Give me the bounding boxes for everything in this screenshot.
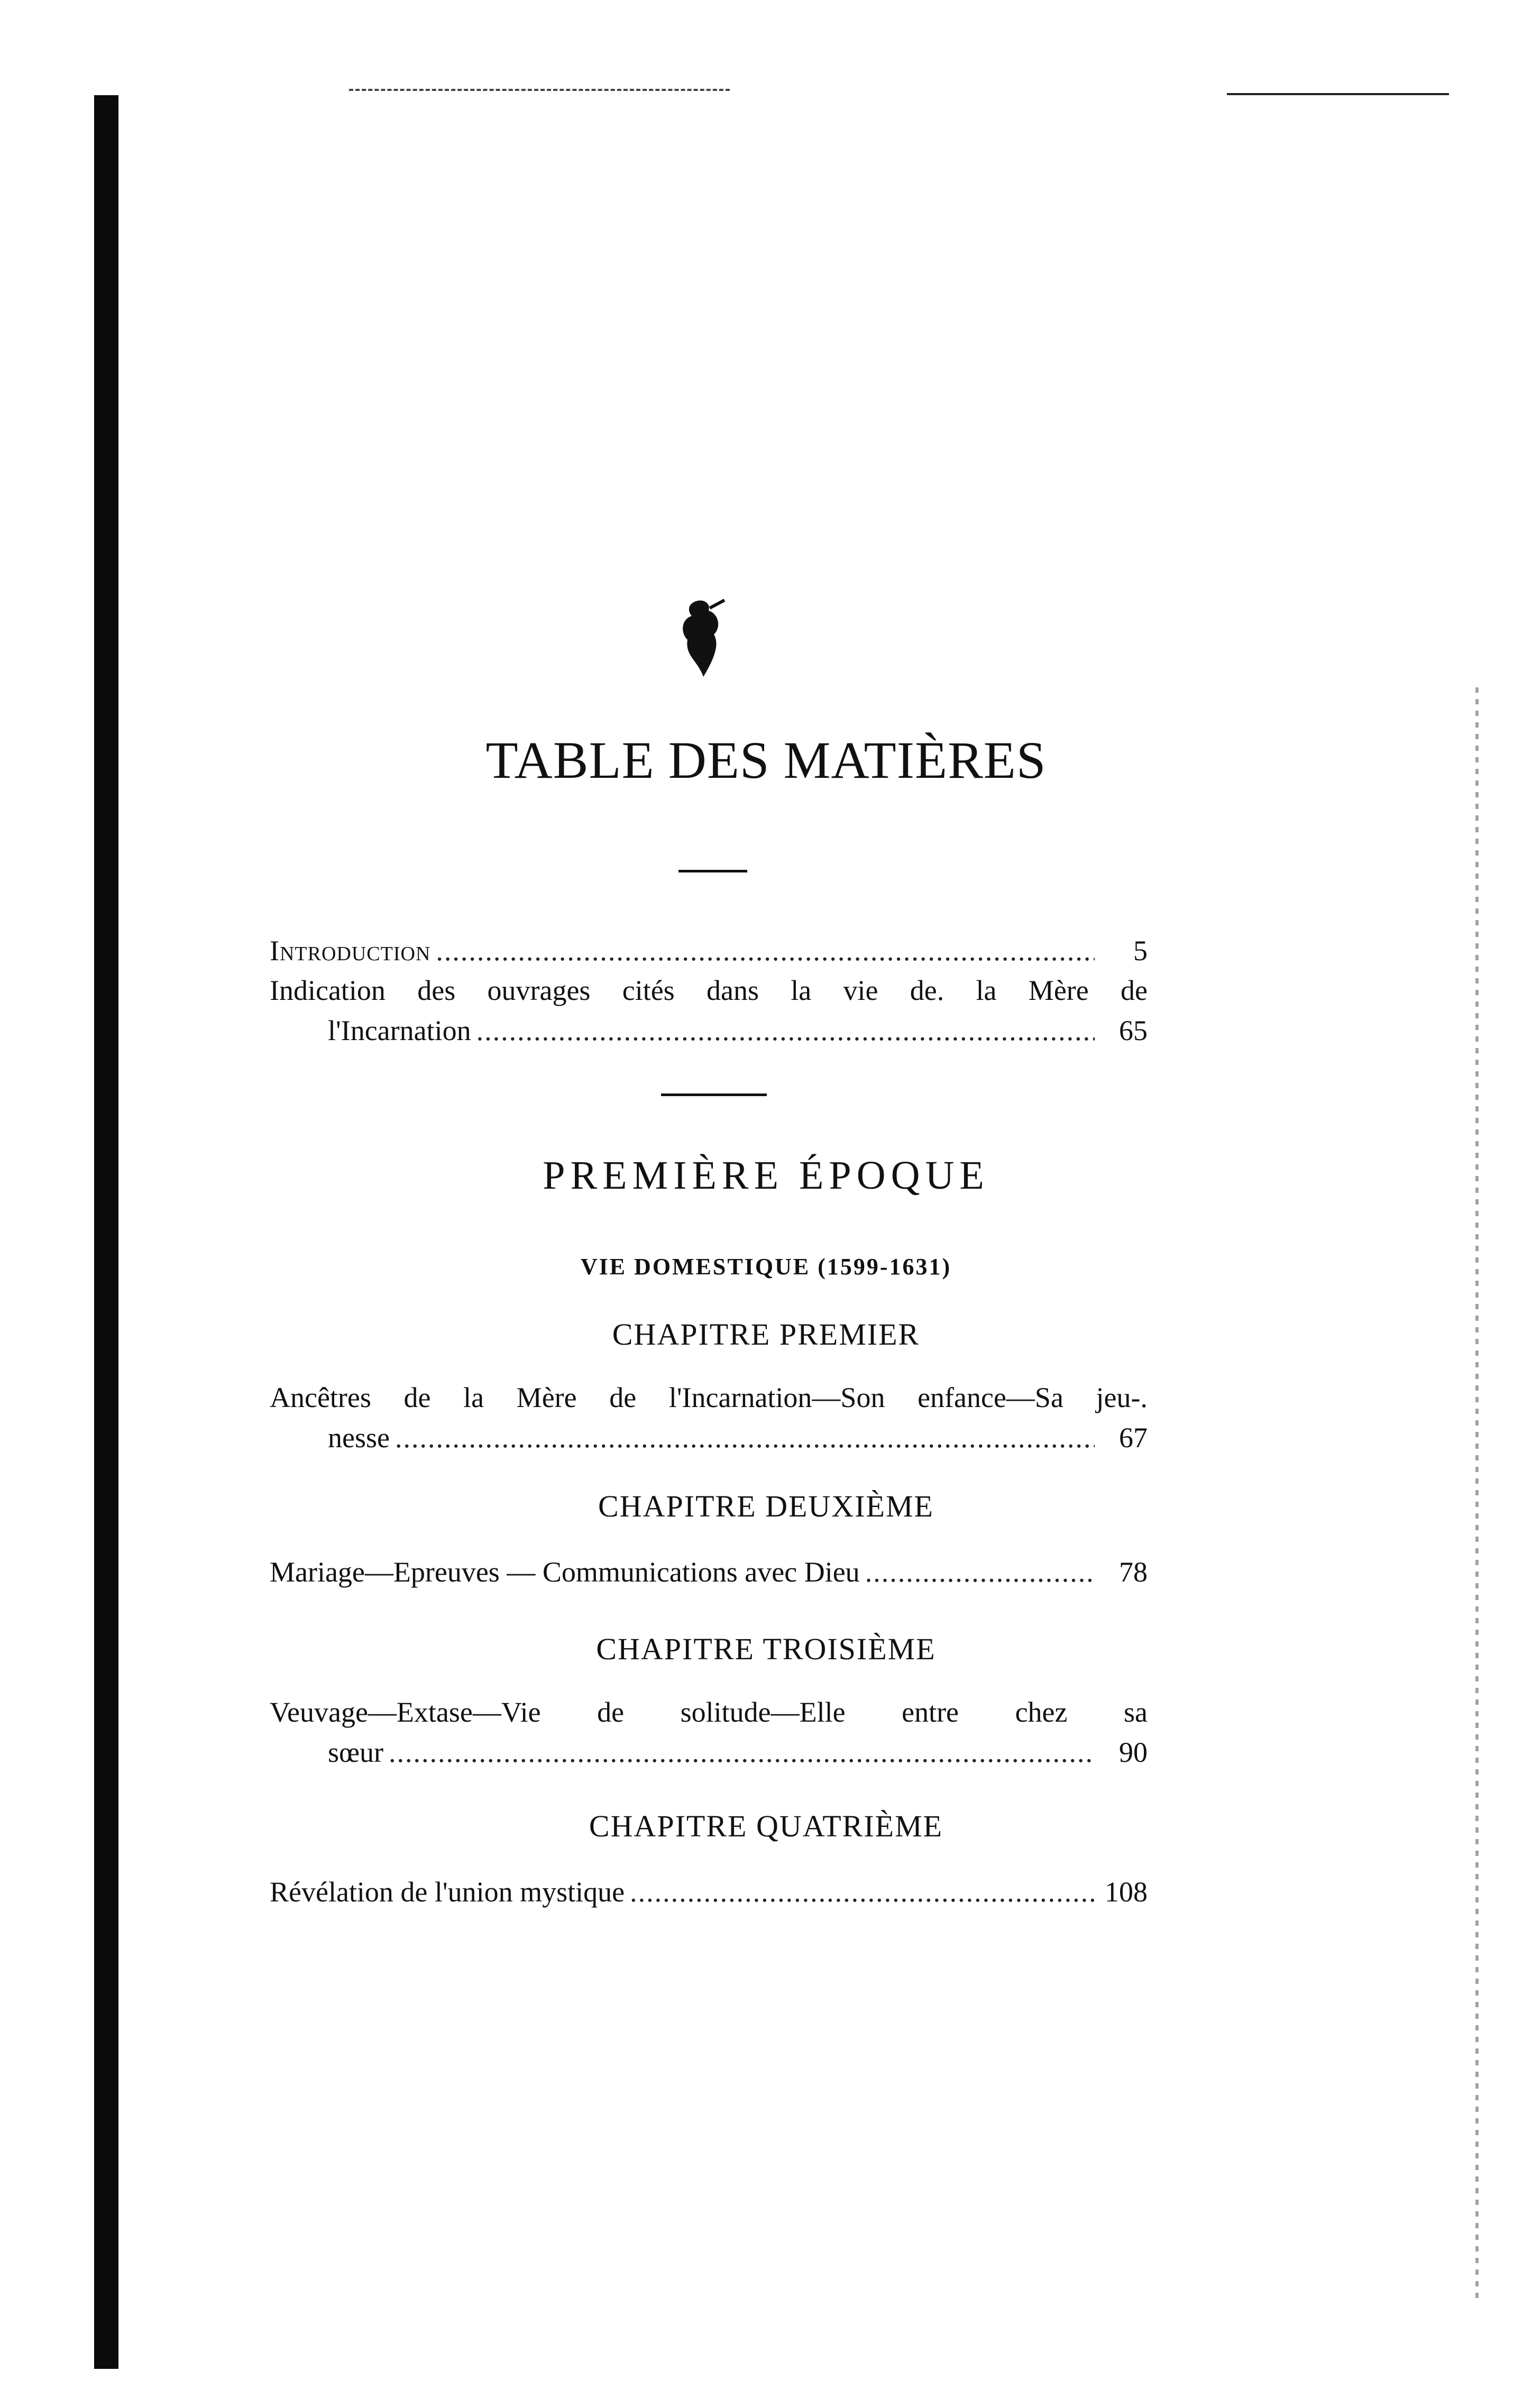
toc-page-number: 5 xyxy=(1133,935,1148,967)
toc-entry-label-cont: l'Incarnation xyxy=(328,1015,471,1046)
chapter-heading-4: CHAPITRE QUATRIÈME xyxy=(589,1809,943,1843)
toc-entry-chapter-3[interactable] xyxy=(270,1692,1148,1772)
binding-shadow xyxy=(94,95,118,2369)
toc-page-number: 90 xyxy=(1119,1736,1148,1768)
toc-entry-label: Ancêtres de la Mère de l'Incarnation—Son enfance—Sa jeu-. xyxy=(270,1382,1148,1413)
leader-dots xyxy=(476,1010,1095,1051)
toc-entry-label: Introduction xyxy=(270,935,431,967)
top-rule-right xyxy=(1227,93,1449,95)
epoque-heading: PREMIÈRE ÉPOQUE xyxy=(543,1153,989,1198)
toc-entry-label: Veuvage—Extase—Vie de solitude—Elle entre chez sa xyxy=(270,1696,1148,1728)
chapter-heading-2: CHAPITRE DEUXIÈME xyxy=(598,1489,934,1523)
leader-dots xyxy=(630,1872,1095,1912)
chapter-heading-1: CHAPITRE PREMIER xyxy=(612,1317,920,1352)
epoque-subtitle: VIE DOMESTIQUE (1599-1631) xyxy=(580,1254,952,1280)
toc-entry-introduction[interactable] xyxy=(270,931,1148,971)
toc-entry-label: Révélation de l'union mystique xyxy=(270,1876,625,1908)
toc-page-number: 78 xyxy=(1119,1556,1148,1588)
leader-dots xyxy=(436,931,1095,971)
leader-dots xyxy=(395,1418,1095,1458)
toc-page-number: 108 xyxy=(1105,1876,1148,1908)
leader-dots xyxy=(865,1552,1095,1592)
toc-entry-label: Indication des ouvrages cités dans la vie de. la Mère de xyxy=(270,975,1148,1006)
toc-entry-chapter-1[interactable] xyxy=(270,1377,1148,1458)
toc-entry-label-cont: nesse xyxy=(328,1422,390,1454)
toc-entry-label: Mariage—Epreuves — Communications avec Dieu xyxy=(270,1556,860,1588)
leader-dots xyxy=(389,1732,1095,1772)
chapter-heading-3: CHAPITRE TROISIÈME xyxy=(596,1632,936,1666)
title-rule xyxy=(678,870,747,872)
toc-entry-indication[interactable] xyxy=(270,970,1148,1051)
toc-page-number: 65 xyxy=(1119,1015,1148,1046)
toc-entry-chapter-4[interactable] xyxy=(270,1872,1148,1912)
ornament-icon xyxy=(672,598,730,682)
toc-entry-chapter-2[interactable] xyxy=(270,1552,1148,1592)
toc-entry-label-cont: sœur xyxy=(328,1736,383,1768)
page-title: TABLE DES MATIÈRES xyxy=(485,731,1047,789)
top-rule-left xyxy=(349,89,730,91)
toc-page-number: 67 xyxy=(1119,1422,1148,1454)
section-rule xyxy=(661,1093,767,1096)
